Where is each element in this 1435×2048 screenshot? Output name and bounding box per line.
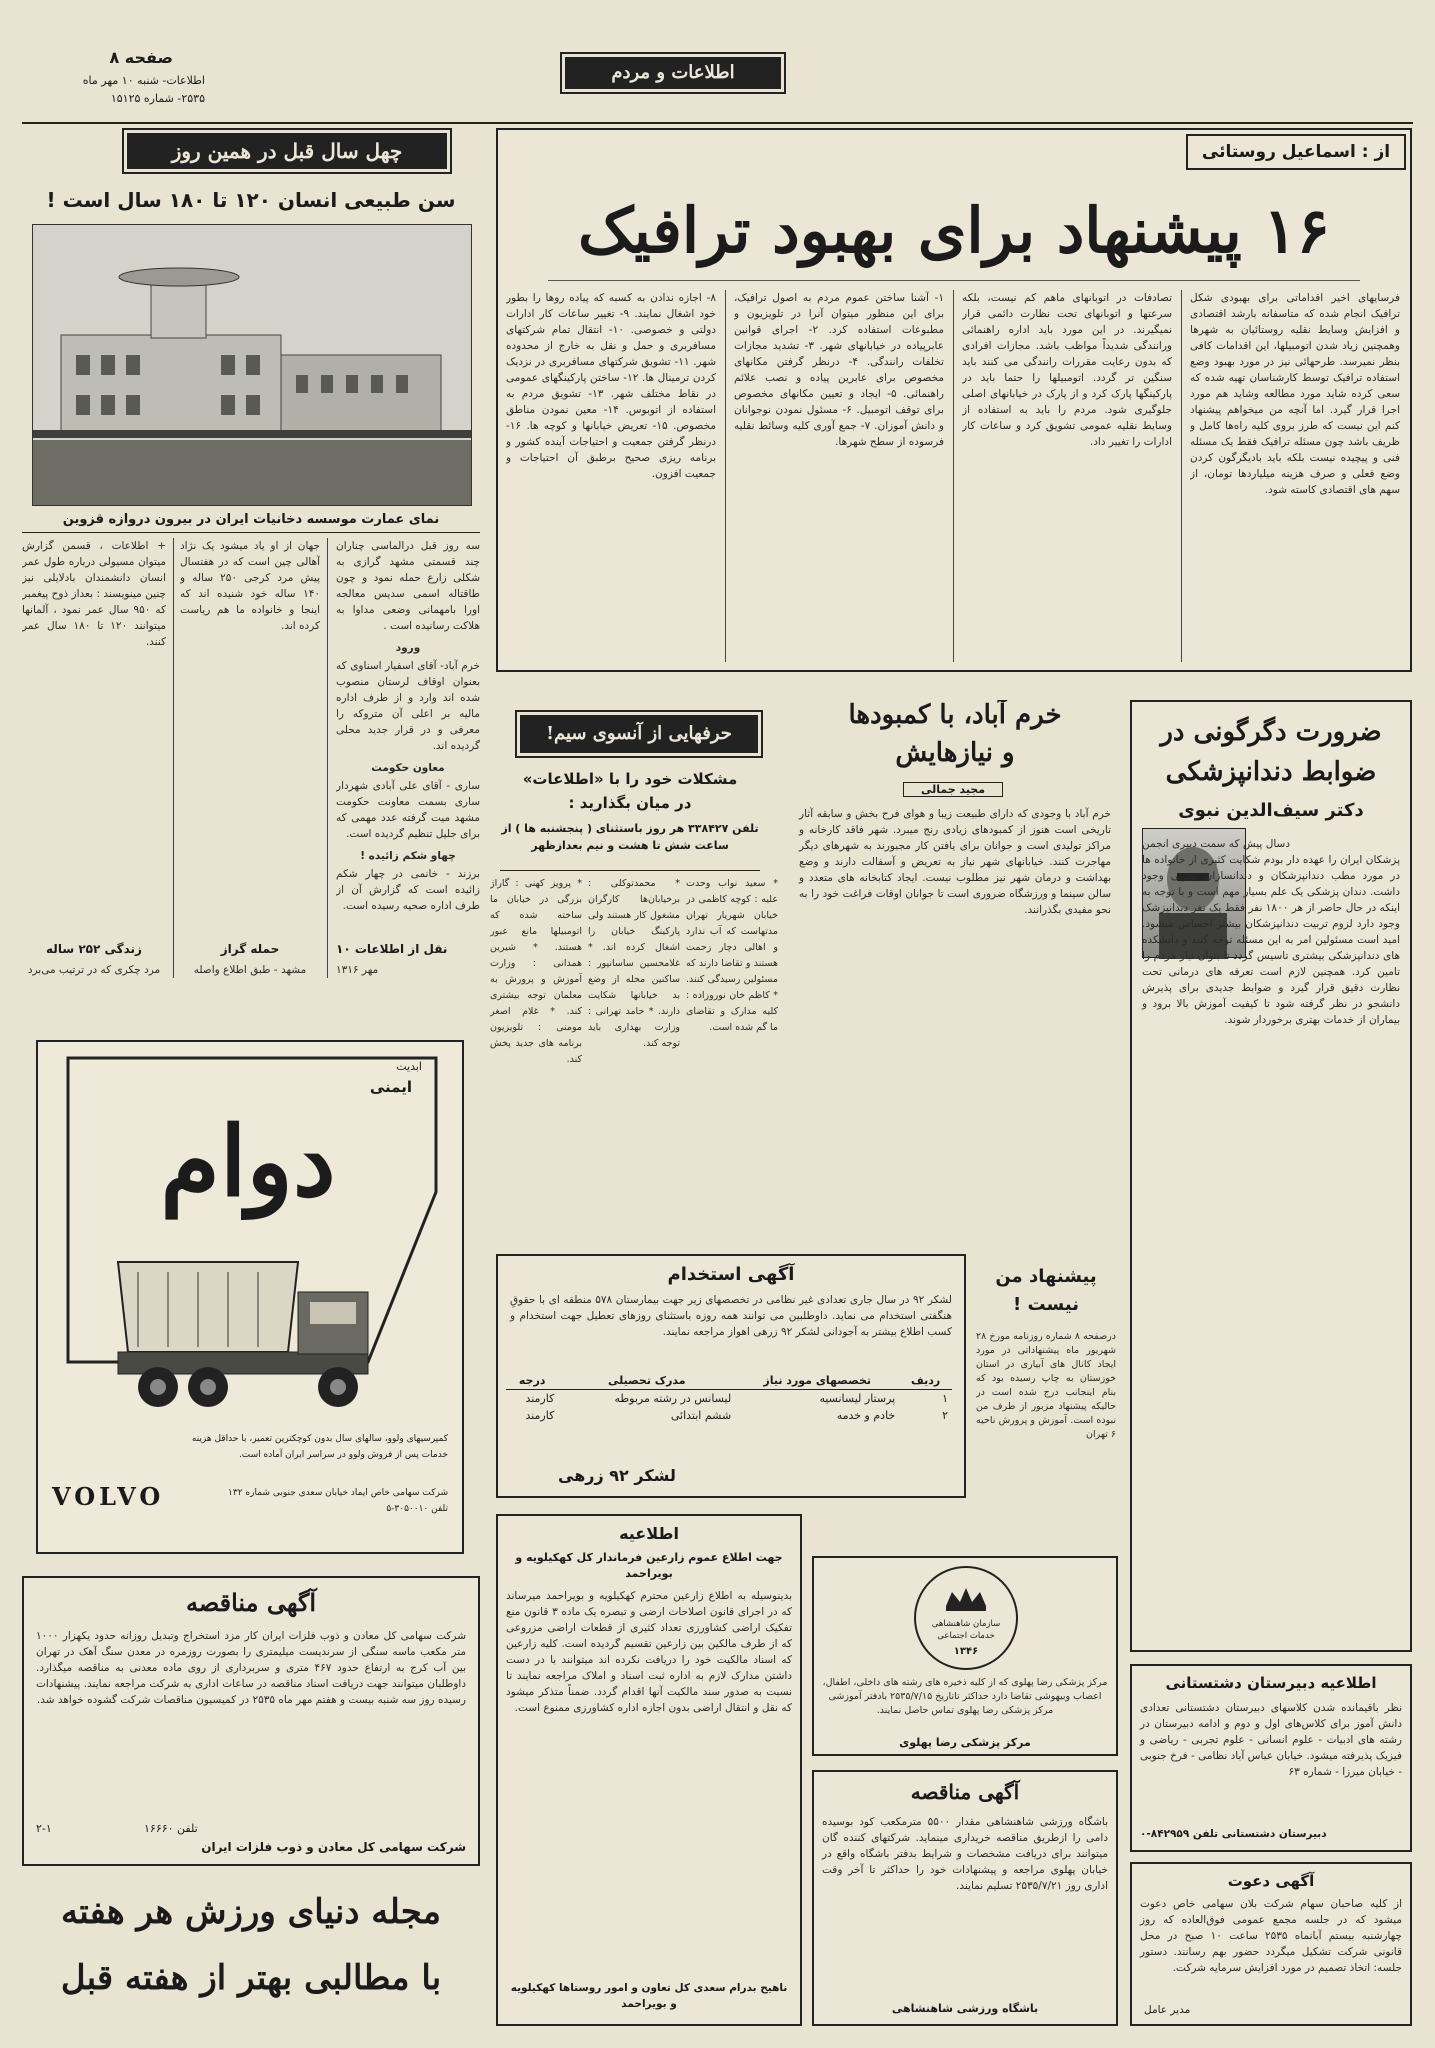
page-number: صفحه ۸ bbox=[109, 48, 173, 67]
tender-signature: شرکت سهامی کل معادن و ذوب فلزات ایران bbox=[201, 1840, 466, 1854]
ad-top-sub: ابدیت bbox=[396, 1060, 422, 1073]
employment-table bbox=[506, 1372, 952, 1424]
history-header-box bbox=[122, 128, 452, 174]
suggestion-title-2: نیست ! bbox=[1013, 1294, 1079, 1315]
sports-banner bbox=[22, 1878, 480, 2028]
tender-phone: تلفن ۱۶۶۶۰ bbox=[144, 1822, 198, 1835]
ad-davam bbox=[36, 1040, 464, 1554]
table-cell: پرستار لیسانسیه bbox=[819, 1392, 896, 1405]
table-row bbox=[506, 1407, 952, 1424]
history-headline: سن طبیعی انسان ۱۲۰ تا ۱۸۰ سال است ! bbox=[46, 188, 456, 212]
footnote-title: زندگی ۲۵۲ ساله bbox=[46, 942, 142, 956]
history-col-2: جهان از او یاد میشود یک نژاد آهالی چین است که در هفتسال پیش مرد کرجی ۲۵۰ ساله و ۱۴۰ ساله خود شنیده اند که اینجا و خانواده ما هم ریاست کرده اند. bbox=[180, 540, 320, 632]
tender-text: شرکت سهامی کل معادن و ذوب فلزات ایران کار مزد استخراج وتبدیل روزانه حدود یکهزار ۱۰۰۰ متر مکعب ماسه سنگی از سرندیست میلیمتری را بصورت روزمره در معدن سنگ آهک در تهران بین آب کرج به ارتفاع حدود ۴۶۷ متری و سربرداری از روی ماده معدنی به مناقصه میگذارد. داوطلبان میتوانند جهت دریافت اسناد مناقصه در ساعات اداری به شرکت مراجعه نمایند. پیشنهادات رسیده روز سه شنبه بیست و هفتم مهر ماه ۲۵۳۵ در کمیسیون مناقصات شرکت گشوده خواهد شد. bbox=[36, 1630, 466, 1706]
table-cell: خادم و خدمه bbox=[836, 1409, 896, 1422]
col-divider bbox=[173, 538, 174, 978]
school-title: اطلاعیه دبیرستان دشتستانی bbox=[1165, 1674, 1377, 1692]
table-cell: کارمند bbox=[525, 1392, 555, 1405]
invitation-title: آگهی دعوت bbox=[1227, 1872, 1315, 1890]
masthead-rule bbox=[22, 122, 1413, 124]
dentistry-author: دکتر سیف‌الدین نبوی bbox=[1178, 800, 1364, 821]
lead-article bbox=[496, 128, 1412, 672]
dentistry-article bbox=[1130, 700, 1412, 1652]
khorramabad-text: خرم آباد با وجودی که دارای طبیعت زیبا و هوای فرح بخش و سابقه آثار تاریخی است هنوز از کمبودهای زیادی رنج میبرد. شهر فاقد کارخانه و مراکز تولیدی است و جوانان برای یافتن کار مجبورند به شهرهای دیگر مهاجرت کنند. خیابانهای شهر نیاز به تعریض و آسفالت دارند و وضع بهداشت و درمان شهر نیز مطلوب نیست. ایجاد کتابخانه های متعدد و سالن سینما و ورزشگاه ضروری است تا جوانان اوقات فراغت خود را به نحو مفیدی بگذرانند. bbox=[799, 808, 1111, 916]
history-photo bbox=[32, 224, 472, 506]
ad-tagline: خدمات پس از فروش ولوو در سراسر ایران آماده است. bbox=[238, 1450, 448, 1460]
hotline-prompt-2: در میان بگذارید : bbox=[568, 794, 692, 812]
khorramabad-headline: خرم آباد، با کمبودها bbox=[848, 700, 1062, 730]
footnote-text: مشهد - طبق اطلاع واصله bbox=[193, 964, 307, 976]
sub-text: ساری - آقای علی آبادی شهردار ساری بسمت معاونت حکومت مشهد میت گرفته عدد مهمی که برای جلیل تنظیم گردیده است. bbox=[336, 780, 480, 840]
khorramabad-byline: مجید جمالی bbox=[903, 782, 1003, 797]
medical-signature: مرکز پزشکی رضا پهلوی bbox=[899, 1736, 1031, 1749]
lead-col-3: ۱- آشنا ساختن عموم مردم به اصول ترافیک، برای این منظور میتوان آنرا در تلویزیون و مطبوعات استفاده کرد. ۲- اجرای قوانین عابرپیاده در خیابانهای شهر. ۳- تشدید مجازات تخلفات رانندگی. ۴- درنظر گرفتن مکانهای مخصوص برای عابرین پیاده و نصب علائم راهنمائی. ۵- ایجاد و تعیین مکانهای مخصوص برای توقف اتومبیل. ۶- مسئول نمودن نوجوانان و دانش آموزان. ۷- جمع آوری کلیه وسائط نقلیه فرسوده از سطح شهرها. bbox=[734, 292, 944, 448]
volvo-logo: VOLVO bbox=[52, 1482, 165, 1511]
invitation bbox=[1130, 1862, 1412, 2026]
notice-announcement bbox=[496, 1514, 802, 2026]
table-header-cell: تخصصهای مورد نیاز bbox=[763, 1374, 872, 1387]
notice-signature: ناهیح بدرام سعدی کل تعاون و امور روستاها کهکیلویه و بویراحمد bbox=[510, 1982, 788, 2010]
school-signature: دبیرستان دشتستانی تلفن ۸۴۲۹۵۹-۰ bbox=[1140, 1828, 1327, 1840]
history-col-1-text: سه روز قبل درالماسی چناران چند قسمتی مشهد گرازی به شکلی زارع حمله نمود و چون طاقتاله اسمی سدیس معالجه اورا بامهمانی وضعی مداوا به هلاکت رسانیده است . bbox=[336, 540, 480, 632]
lead-col-1: فرسایهای اخیر اقداماتی برای بهبودی شکل ترافیک انجام شده که متاسفانه بارشد اقتصادی و افزایش وسایط نقلیه روستائیان به شهرها وهمچنین زیاد شدن اتومبیلها، این اقدامات کافی بنظر نمیرسد. طرحهائی نیز در مورد بهبود وضع استفاده ترافیک توسط کارشناسان تهیه شده که سعی کرده شاید مورد مطالعه وشاید هم مورد اجرا قرار گیرد. اما آنچه من میخواهم پیشنهاد کنم این نیست که طرز بروی کلیه راه‌ها کامل و ظریف باشد چون مسئله ترافیک فقط یک مسئله فنی و پیچیده نیست بلکه باید بادیگرگون کردن وضع فعلی و صرف هزینه میلیاردها تومان، از سهم های اقتصادی کاسته شود. bbox=[1190, 292, 1400, 496]
history-header: چهل سال قبل در همین روز bbox=[127, 133, 447, 169]
dump-truck-illustration bbox=[98, 1252, 398, 1422]
section-title: اطلاعات و مردم bbox=[565, 57, 781, 89]
ad-address: شرکت سهامی خاص ایماد خیابان سعدی جنوبی شماره ۱۳۲ bbox=[228, 1488, 448, 1498]
table-cell: ششم ابتدائی bbox=[670, 1409, 732, 1422]
seal-text: سازمان شاهنشاهی خدمات اجتماعی bbox=[931, 1619, 1001, 1641]
banner-line-2: با مطالبی بهتر از هفته قبل bbox=[60, 1958, 442, 1998]
footnote-text: مرد چکری که در ترتیب می‌برد bbox=[27, 964, 161, 976]
table-header-cell: مدرک تحصیلی bbox=[607, 1374, 686, 1387]
dentistry-headline: ضرورت دگرگونی در ضوابط دندانپزشکی bbox=[1160, 717, 1382, 787]
invitation-text: از کلیه صاحبان سهام شرکت بلان سهامی خاص دعوت میشود که در جلسه مجمع عمومی فوق‌العاده که روز چهارشنبه بیستم آبانماه ۲۵۳۵ ساعت ۱۰ صبح در محل قانونی شرکت تشکیل میگردد حضور بهم رسانند. دستور جلسه: اتخاذ تصمیم در مورد افزایش سرمایه شرکت. bbox=[1140, 1898, 1402, 1974]
table-cell: لیسانس در رشته مربوطه bbox=[614, 1392, 732, 1405]
banner-line-1: مجله دنیای ورزش هر هفته bbox=[61, 1892, 441, 1932]
hotline-col-1: * سعید نواب وحدت علیه : کوچه کاظمی در خیابان شهریار تهران مدتهاست که آب ندارد و اهالی دچار زحمت هستند و تقاضا دارند که مسئولین رسیدگی کنند. * کاظم خان نوروزاده : کلیه مدارک و تقاضای ما گم شده است. bbox=[686, 878, 778, 1033]
suggestion-text: درصفحه ۸ شماره روزنامه مورخ ۲۸ شهریور ماه پیشنهاداتی در مورد ایجاد کانال های آبیاری در استان خوزستان به چاپ رسیده بود که بنام اینجانب درج شده است در حالیکه پیشنهاد مزبور از طرف من نبوده است. آموزش و پرورش ناحیه ۶ تهران bbox=[976, 1331, 1116, 1440]
employment-title: آگهی استخدام bbox=[667, 1264, 795, 1285]
building-photo bbox=[32, 225, 471, 506]
school-text: نظر باقیمانده شدن کلاسهای دبیرستان دشتستانی تعدادی دانش آموز برای کلاس‌های اول و دوم و ادامه دبیرستان در رشته های ادبیات - علوم انسانی - علوم تجربی - ریاضی و فیزیک پذیرفته میشود. خیابان عباس آباد نظامی - فرخ جنوبی - خیابان میرزا - شماره ۶۳ bbox=[1139, 1702, 1402, 1778]
lead-headline: ۱۶ پیشنهاد برای بهبود ترافیک bbox=[578, 194, 1330, 267]
suggestion-box bbox=[976, 1266, 1116, 1500]
table-cell: ۱ bbox=[942, 1392, 948, 1405]
hotline-phone: تلفن ۳۳۸۴۲۷ هر روز باستثنای ( پنجشنبه ها ) از ساعت شش تا هشت و نیم بعدازظهر bbox=[501, 822, 759, 852]
hotline-col-2: * محمدتوکلی : برخیابان‌ها کارگران مشغول کار هستند ولی پارکینگ خیابان را اشغال کرده اند. * غلامحسین ساسانپور : ساکنین محله از وضع بد خیابانها شکایت دارند. * حامد تهرانی : وزارت بهداری باید توجه کند. bbox=[588, 878, 680, 1049]
suggestion-title: پیشنهاد من bbox=[995, 1266, 1097, 1287]
table-cell: کارمند bbox=[525, 1409, 555, 1422]
col-divider bbox=[953, 290, 954, 662]
hotline-title-box bbox=[515, 710, 763, 758]
sports-tender bbox=[812, 1770, 1118, 2026]
sub-heading: ورود bbox=[395, 642, 421, 654]
hotline-title: حرفهایی از آنسوی سیم! bbox=[520, 715, 758, 753]
col-divider bbox=[725, 290, 726, 662]
ad-brand: دوام bbox=[160, 1105, 336, 1218]
table-cell: ۲ bbox=[942, 1409, 948, 1422]
notice-text: بدینوسیله به اطلاع زارعین محترم کهکیلویه و بویراحمد میرساند که در اجرای قانون اصلاحات ارضی و تبصره یک ماده ۳ قانون منع تفکیک اراضی کشاورزی تعداد کثیری از قطعات اراضی مزروعی که از طرف مالکین بین زارعین تقسیم گردیده است. کلیه زارعین که اسناد مالکیت خود را دریافت نکرده اند میتوانند با در دست داشتن مدارک لازم به اداره ثبت اسناد و املاک مراجعه نمایند تا نسبت به صدور سند مالکیت آنها اقدام گردد. ضمناً متذکر میشود که نقل و انتقال اراضی بدون اجازه اداره کشاورزی ممنوع است. bbox=[506, 1590, 792, 1714]
ad-tagline: کمپرسیهای ولوو، سالهای سال بدون کوچکترین تعمیر، با حداقل هزینه bbox=[191, 1434, 448, 1444]
ad-tender bbox=[22, 1576, 480, 1866]
invitation-signature: مدیر عامل bbox=[1144, 2004, 1191, 2016]
sports-tender-signature: باشگاه ورزشی شاهنشاهی bbox=[891, 2002, 1039, 2015]
sports-tender-title: آگهی مناقصه bbox=[910, 1780, 1020, 1804]
lead-col-4: ۸- اجازه ندادن به کسبه که پیاده روها را بطور خود اشغال نمایند. ۹- تغییر ساعات کار ادارات دولتی و خصوصی. ۱۰- انتقال تمام شرکتهای مسافربری و حمل و نقل به خارج از محدوده شهر. ۱۱- تشویق شرکتهای مسافربری در نزدیک کردن ترمینال ها. ۱۲- ساختن پارکینگهای عمومی در نقاط مختلف شهر. ۱۳- تشویق مردم به استفاده از اتوبوس. ۱۴- معین نمودن مناطق مخصوص. ۱۵- تعریض خیابانها و کوچه ها. ۱۶- درنظر گرفتن جمعیت و احتیاجات آینده کشور و برنامه ریزی صحیح برطبق آن احتیاجات و جمعیت افزون. bbox=[506, 292, 716, 480]
dentistry-text: دسال پیش که سمت دبیری انجمن پزشکان ایران را عهده دار بودم شکایت کثیری از خانواده ها در مورد مطب دندانپزشکان و دندانسازان تجربی وجود داشت. دندان پزشکی یک علم بسیار مهم است و با توجه به اینکه در حال حاضر از هر ۱۸۰۰ نفر فقط یک نفر دندانپزشک وجود دارد لزوم تربیت دندانپزشکان بیشتر احساس میشود. امید است مسئولین امر به این مسئله توجه کنند و دانشکده های دندانپزشکی بیشتری تاسیس گردد تا بتوان نیاز مردم را تامین کرد. همچنین لازم است تعرفه های درمانی تحت نظارت دقیق قرار گیرد و ضوابط جدیدی برای پذیرش دانشجو در نظر گرفته شود تا کیفیت آموزش بالا برود و بیماران از خدمات بهتری برخوردار شوند. bbox=[1142, 838, 1400, 1026]
tender-ref: ۲-۱ bbox=[36, 1822, 52, 1835]
masthead bbox=[0, 0, 1435, 128]
seal-emblem bbox=[914, 1566, 1018, 1670]
source-date: مهر ۱۳۱۶ bbox=[336, 964, 379, 976]
employment-signature: لشکر ۹۲ زرهی bbox=[558, 1466, 676, 1485]
history-col-1 bbox=[336, 538, 480, 978]
medical-text: مرکز پزشکی رضا پهلوی که از کلیه ذخیره های رشته های داخلی، اطفال، اعصاب وبیهوشی تقاضا دارد حداکثر تاتاریخ ۲۵۳۵/۷/۱۵ بادفتر آموزشی مرکز پزشکی رضا پهلوی تماس حاصل نمایند. bbox=[822, 1677, 1108, 1716]
hotline-col-3: * پرویز کهنی : گارا‌ژ بزرگی در خیابان ما ساخته شده که اتومبیلها مانع عبور هستند. * شیرین همدانی : وزارت آموزش و پرورش به معلمان توجه بیشتری کند. * غلام اصغر مومنی : تلویزیون برنامه های جدید پخش کند. bbox=[490, 878, 582, 1065]
sub-heading: چهاو شکم زائیده ! bbox=[360, 850, 456, 862]
lead-col-2: تصادفات در اتوبانهای ماهم کم نیست، بلکه سرعتها و اتوبانهای تحت نظارت دائمی قرار نمیگیرند. در این مورد باید اداره راهنمائی ورانندگی شدیداً مواظب باشد. مجازات افرادی که بدون رعایت مقررات رانندگی می کنند باید سنگین تر گردد. اتومبیلها را حتما باید در پارکینگها پارک کرد و از پارک در خیابانهای اصلی جلوگیری شود. مردم را باید به استفاده از وسایط نقلیه عمومی تشویق کرد و ساعات کار ادارات را تغییر داد. bbox=[962, 292, 1172, 448]
seal-year: ۱۳۴۶ bbox=[953, 1646, 979, 1657]
sub-text: برزند - خانمی در چهار شکم زائیده است که گزارش آن از طرف اداره صحیه رسیده است. bbox=[336, 868, 480, 912]
hotline-column bbox=[480, 700, 780, 1240]
source-line: نقل از اطلاعات ۱۰ bbox=[336, 942, 448, 956]
col-divider bbox=[1181, 290, 1182, 662]
col-divider bbox=[327, 538, 328, 978]
footnote-title: حمله گراز bbox=[220, 942, 280, 956]
issue-line: ۲۵۳۵- شماره ۱۵۱۲۵ bbox=[110, 92, 205, 105]
table-header bbox=[506, 1372, 952, 1390]
employment-text: لشکر ۹۲ در سال جاری تعدادی غیر نظامی در تخصصهای زیر جهت بیمارستان ۵۷۸ منطقه ای با حقوقِ هنگفتی استخدام می نماید. داوطلبین می توانند همه روزه باستثنای روزهای تعطیل جهت استخدام و کسب اطلاع بیشتر به آجودانی لشکر ۹۲ زرهی اهواز مراجعه نمایند. bbox=[510, 1294, 952, 1338]
history-column bbox=[22, 128, 480, 1018]
photo-caption: نمای عمارت موسسه دخانیات ایران در بیرون دروازه قزوین bbox=[62, 512, 440, 527]
table-row bbox=[506, 1390, 952, 1408]
table-header-cell: درجه bbox=[518, 1374, 546, 1387]
table-header-cell: ردیف bbox=[911, 1374, 941, 1387]
sub-heading: معاون حکومت bbox=[371, 762, 445, 774]
sub-text: خرم آباد- آقای اسفیار اسناوی که بعنوان اوقاف لرستان منصوب شده اند وارد و از طرف اداره مالیه بر اعلی آن متروکه را معرفی و در قرار جدید محلی گردیده اند. bbox=[336, 660, 480, 752]
byline: از : اسماعیل روستائی bbox=[1201, 142, 1391, 162]
byline-box bbox=[1186, 134, 1406, 170]
khorramabad-headline-2: و نیازهایش bbox=[895, 738, 1015, 768]
history-col-3: + اطلاعات ، قسمن گزارش میتوان مسیولی درباره طول عمر انسان دانشمندان بادلایلی نیز چنین مینویسند : بعداز ذوح پیغمبر که ۹۵۰ سال عمر نمود ، آلمانها میتوانند ۱۲۰ تا ۱۸۰ سال عمر کنند. bbox=[22, 540, 166, 648]
khorramabad-article bbox=[795, 700, 1115, 1300]
employment-ad bbox=[496, 1254, 966, 1498]
ad-phone: تلفن ۳۰۵۰۰۱۰-۵ bbox=[386, 1504, 448, 1514]
notice-subtitle: جهت اطلاع عموم زارعین فرماندار کل کهکیلویه و بویراحمد bbox=[515, 1551, 783, 1580]
ad-top-label: ایمنی bbox=[369, 1078, 412, 1096]
school-notice bbox=[1130, 1664, 1412, 1852]
section-title-box bbox=[560, 52, 786, 94]
date-line: اطلاعات- شنبه ۱۰ مهر ماه bbox=[82, 74, 205, 87]
hotline-prompt: مشکلات خود را با «اطلاعات» bbox=[522, 770, 738, 788]
medical-ad bbox=[812, 1556, 1118, 1756]
caption-rule bbox=[22, 532, 480, 533]
tender-title: آگهی مناقصه bbox=[185, 1588, 317, 1617]
notice-title: اطلاعیه bbox=[619, 1524, 679, 1543]
sports-tender-text: باشگاه ورزشی شاهنشاهی مقدار ۵۵۰۰ مترمکعب کود بوسیده دامی را ازطریق مناقصه خریداری مینماید. شرکتهای کننده گان میتوانند برای دریافت مشخصات و شرایط بدفتر باشگاه واقع در خیابان پهلوی مراجعه و پیشنهادات خود را حداکثر تا آخر وقت اداری روز ۲۵۳۵/۷/۲۱ تسلیم نمایند. bbox=[822, 1816, 1108, 1892]
hotline-rule bbox=[500, 870, 760, 871]
headline-rule bbox=[548, 280, 1360, 281]
